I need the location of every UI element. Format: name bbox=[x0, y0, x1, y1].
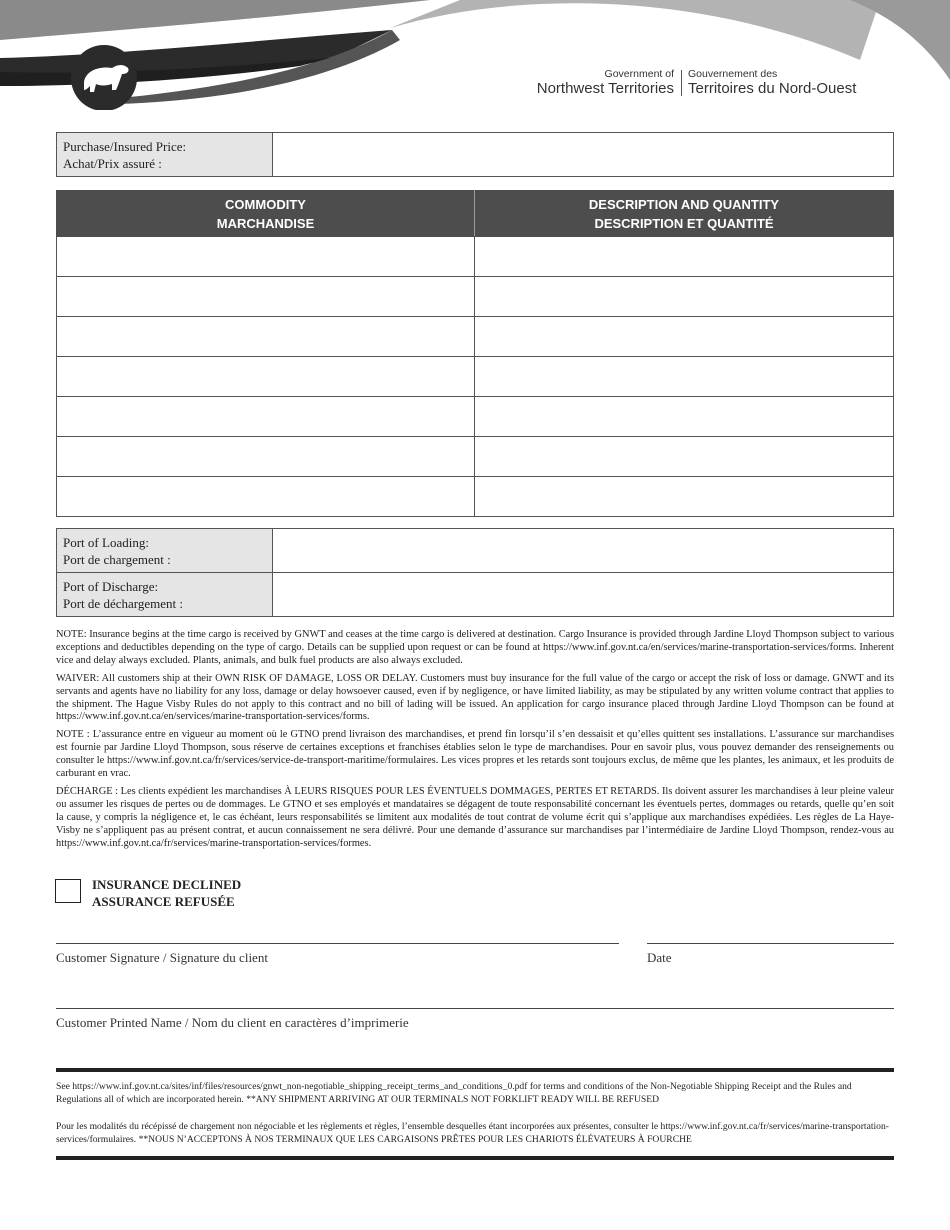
gov-en-big: Northwest Territories bbox=[536, 80, 674, 97]
price-table bbox=[56, 132, 894, 177]
insurance-declined-label bbox=[92, 876, 241, 910]
waiver-en: WAIVER: All customers ship at their OWN RISK OF DAMAGE, LOSS OR DELAY. Customers must buy insurance for the full value of the cargo or accept the risk of loss or damage. GNWT and its servants and agents have no liability for any loss, damage or delay howsoever caused, even if by negligence, or have limited liability, as may be stipulated by any written volume contract that applies to the shipment. The Hague Visby Rules do not apply to this contract and no bill of lading will be issued. An application for cargo insurance placed through Jardine Lloyd Thompson can be found at https://www.inf.gov.nt.ca/en/services/marine-transportation-services/forms. bbox=[56, 672, 894, 723]
port-discharge-label-fr: Port de déchargement : bbox=[63, 595, 183, 611]
gov-en-wordmark bbox=[537, 68, 674, 98]
gov-fr-small: Gouvernement des bbox=[688, 68, 778, 80]
port-discharge-field[interactable] bbox=[273, 573, 894, 617]
table-row bbox=[57, 357, 894, 397]
description-cell[interactable] bbox=[475, 237, 894, 277]
table-row bbox=[57, 317, 894, 357]
commodity-cell[interactable] bbox=[57, 397, 475, 437]
commodity-cell[interactable] bbox=[57, 237, 475, 277]
commodity-header-row bbox=[57, 191, 894, 237]
gov-fr-big: Territoires du Nord-Ouest bbox=[688, 80, 857, 97]
table-row bbox=[57, 237, 894, 277]
table-row bbox=[57, 397, 894, 437]
insurance-declined-fr: ASSURANCE REFUSÉE bbox=[92, 894, 235, 909]
date-line[interactable] bbox=[647, 943, 894, 944]
description-cell[interactable] bbox=[475, 437, 894, 477]
price-label-fr: Achat/Prix assuré : bbox=[63, 155, 162, 171]
banner-swoosh-light bbox=[390, 0, 880, 60]
signature-label: Customer Signature / Signature du client bbox=[56, 950, 268, 965]
description-header-en: DESCRIPTION AND QUANTITY bbox=[588, 196, 780, 212]
port-discharge-label-en: Port of Discharge: bbox=[63, 578, 159, 594]
footer-rule-top bbox=[56, 1068, 894, 1072]
port-discharge-row bbox=[57, 573, 894, 617]
printed-name-line[interactable] bbox=[56, 1008, 894, 1009]
decharge-fr: DÉCHARGE : Les clients expédient les marchandises À LEURS RISQUES POUR LES ÉVENTUELS DOMMAGES, PERTES ET RETARDS. Ils doivent assurer les marchandises à leur pleine valeur ou assumer les risques de pertes ou de dommages. Le GTNO et ses employés et mandataires se dégagent de toute responsabilité concernant les éventuels pertes, dommages ou retards, quelle qu’en soit la cause, y compris la négligence et, le cas échéant, leurs responsabilités se limitent aux modalités de tout contrat de volume écrit qui s’applique aux marchandises expédiées. Les règles de La Haye-Visby ne s’appliquent pas au présent contrat, et aucun connaissement ne sera délivré. Pour une demande d’assurance sur marchandises par l’intermédiaire de Jardine Lloyd Thompson, rendez-vous au https://www.inf.gov.nt.ca/fr/services/marine-transportation-services/formes. bbox=[56, 785, 894, 849]
description-header-fr: DESCRIPTION ET QUANTITÉ bbox=[594, 215, 774, 231]
port-loading-row bbox=[57, 529, 894, 573]
signature-line[interactable] bbox=[56, 943, 619, 944]
notes-section bbox=[56, 629, 894, 856]
date-label: Date bbox=[647, 950, 672, 965]
description-cell[interactable] bbox=[475, 397, 894, 437]
table-row bbox=[57, 277, 894, 317]
description-cell[interactable] bbox=[475, 317, 894, 357]
footer-fr: Pour les modalités du récépissé de chargement non négociable et les règlements et règles, l’ensemble desquelles étant incorporées aux présentes, consulter le https://www.inf.gov.nt.ca/fr/services/marine-transportation-services/formulaires. **NOUS N’ACCEPTONS À NOS TERMINAUX QUE LES CARGAISONS PRÊTES POUR LES CHARIOTS ÉLÉVATEURS À FOURCHE bbox=[56, 1121, 889, 1145]
price-label-en: Purchase/Insured Price: bbox=[63, 138, 187, 154]
commodity-cell[interactable] bbox=[57, 277, 475, 317]
commodity-cell[interactable] bbox=[57, 477, 475, 517]
price-field[interactable] bbox=[273, 133, 894, 177]
note-en: NOTE: Insurance begins at the time cargo is received by GNWT and ceases at the time cargo is delivered at destination. Cargo Insurance is provided through Jardine Lloyd Thompson subject to various exceptions and deductibles depending on the type of cargo. Details can be supplied upon request or can be found at https://www.inf.gov.nt.ca/en/services/marine-transportation-services/forms. Inherent vice and delay always excluded. Plants, animals, and bulk fuel products are also always excluded. bbox=[56, 629, 894, 666]
insurance-declined-checkbox[interactable] bbox=[55, 879, 81, 903]
description-header bbox=[475, 191, 894, 237]
gov-fr-wordmark bbox=[688, 68, 856, 98]
price-label bbox=[57, 133, 273, 177]
table-row bbox=[57, 477, 894, 517]
port-loading-field[interactable] bbox=[273, 529, 894, 573]
table-row bbox=[57, 437, 894, 477]
wordmark-divider bbox=[681, 70, 682, 96]
port-loading-label bbox=[57, 529, 273, 573]
port-loading-label-fr: Port de chargement : bbox=[63, 551, 171, 567]
ports-table bbox=[56, 528, 894, 617]
commodity-table bbox=[56, 190, 894, 517]
insurance-declined-en: INSURANCE DECLINED bbox=[92, 877, 242, 892]
footer-en: See https://www.inf.gov.nt.ca/sites/inf/files/resources/gnwt_non-negotiable_shipping_receipt_terms_and_conditions_0.pdf for terms and conditions of the Non-Negotiable Shipping Receipt and the Rules and Regulations all of which are incorporated herein. **ANY SHIPMENT ARRIVING AT OUR TERMINALS NOT FORKLIFT READY WILL BE REFUSED bbox=[56, 1081, 852, 1105]
price-row bbox=[57, 133, 894, 177]
port-discharge-label bbox=[57, 573, 273, 617]
note-fr: NOTE : L’assurance entre en vigueur au moment où le GTNO prend livraison des marchandises, et prend fin lorsqu’il s’en dessaisit et qu’elles quittent ses installations. L’assurance sur marchandises est fournie par Jardine Lloyd Thompson, sous réserve de certaines exceptions et franchises établies selon le type de marchandises. Pour en savoir plus, vous pouvez demander des renseignements ou consulter le https://www.inf.gov.nt.ca/fr/services/service-de-transport-maritime/formulaires. Les vices propres et les retards sont toujours exclus, de même que les plantes, les animaux, et les produits de carburant en vrac. bbox=[56, 729, 894, 780]
printed-name-label: Customer Printed Name / Nom du client en caractères d’imprimerie bbox=[56, 1015, 409, 1030]
description-cell[interactable] bbox=[475, 277, 894, 317]
commodity-header-fr: MARCHANDISE bbox=[216, 215, 315, 231]
gov-en-small: Government of bbox=[604, 68, 674, 80]
commodity-header-en: COMMODITY bbox=[225, 196, 306, 212]
commodity-cell[interactable] bbox=[57, 437, 475, 477]
footer-rule-bottom bbox=[56, 1156, 894, 1160]
commodity-header bbox=[57, 191, 475, 237]
description-cell[interactable] bbox=[475, 477, 894, 517]
description-cell[interactable] bbox=[475, 357, 894, 397]
port-loading-label-en: Port of Loading: bbox=[63, 534, 149, 550]
commodity-cell[interactable] bbox=[57, 317, 475, 357]
commodity-cell[interactable] bbox=[57, 357, 475, 397]
